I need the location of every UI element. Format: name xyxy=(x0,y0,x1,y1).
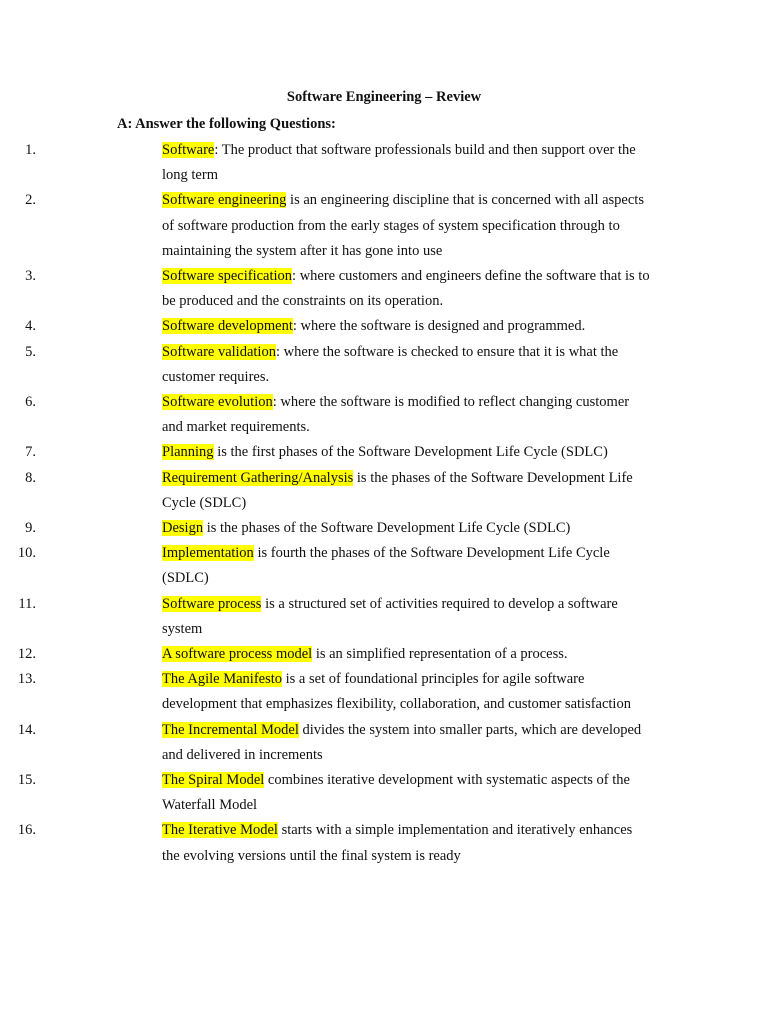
definition-text: is the first phases of the Software Development Life Cycle (SDLC) xyxy=(213,444,608,461)
highlighted-term: Software engineering xyxy=(162,192,287,209)
definition-text: is a set of foundational principles for agile software development that emphasizes flexibility, collaboration, and customer satisfaction xyxy=(162,671,631,713)
definition-text: starts with a simple implementation and iteratively enhances the evolving versions until the final system is ready xyxy=(162,822,633,864)
highlighted-term: The Incremental Model xyxy=(162,721,299,738)
highlighted-term: The Iterative Model xyxy=(162,822,278,839)
list-item-number: 11. xyxy=(18,595,36,612)
highlighted-term: Design xyxy=(162,520,204,537)
highlighted-term: Software xyxy=(162,142,215,158)
list-item-number: 5. xyxy=(25,343,36,360)
list-item-number: 3. xyxy=(25,268,36,285)
list-item xyxy=(0,314,652,339)
list-item xyxy=(0,188,652,264)
list-item xyxy=(0,642,652,667)
definition-text: : where the software is modified to reflect changing customer and market requirements. xyxy=(162,394,630,436)
page-title: Software Engineering – Review xyxy=(286,89,482,105)
definition-text: combines iterative development with systematic aspects of the Waterfall Model xyxy=(162,772,630,814)
highlighted-term: Software specification xyxy=(162,268,293,285)
highlighted-term: Planning xyxy=(162,444,214,461)
list-item-number: 7. xyxy=(25,444,36,461)
list-item xyxy=(0,516,652,541)
highlighted-term: Software development xyxy=(162,318,293,335)
list-item-number: 8. xyxy=(25,469,36,486)
definition-text: is a structured set of activities required to develop a software system xyxy=(162,595,618,637)
list-item xyxy=(0,440,652,465)
list-item-number: 16. xyxy=(17,822,36,839)
highlighted-term: The Spiral Model xyxy=(162,772,265,789)
definition-text: is fourth the phases of the Software Development Life Cycle (SDLC) xyxy=(162,545,610,587)
list-item-number: 12. xyxy=(17,646,36,663)
highlighted-term: The Agile Manifesto xyxy=(162,671,283,688)
list-item-number: 2. xyxy=(25,192,36,209)
highlighted-term: Software evolution xyxy=(162,394,273,411)
definition-text: is an simplified representation of a process. xyxy=(312,646,568,663)
definition-text: : where the software is checked to ensure that it is what the customer requires. xyxy=(162,343,619,385)
definition-text: is the phases of the Software Development Life Cycle (SDLC) xyxy=(162,469,633,511)
list-item xyxy=(0,390,652,440)
definition-text: : where customers and engineers define the software that is to be produced and the constraints on its operation. xyxy=(162,268,650,310)
definition-text: is an engineering discipline that is concerned with all aspects of software production from the early stages of system specification through to maintaining the system after it has gone into use xyxy=(162,192,644,259)
list-item xyxy=(0,264,652,314)
highlighted-term: Software validation xyxy=(162,343,276,360)
highlighted-term: Implementation xyxy=(162,545,254,562)
definition-text: : The product that software professionals build and then support over the long term xyxy=(162,142,636,184)
list-item-number: 15. xyxy=(17,772,36,789)
list-item xyxy=(0,541,652,591)
questions-list xyxy=(0,138,768,869)
definition-text: divides the system into smaller parts, which are developed and delivered in increments xyxy=(162,721,642,763)
highlighted-term: Requirement Gathering/Analysis xyxy=(162,469,354,486)
list-item-number: 6. xyxy=(25,394,36,411)
list-item-number: 9. xyxy=(25,520,36,537)
list-item-number: 4. xyxy=(25,318,36,335)
definition-text: : where the software is designed and programmed. xyxy=(292,318,586,335)
list-item xyxy=(0,818,652,868)
list-item-number: 13. xyxy=(17,671,36,688)
highlighted-term: Software process xyxy=(162,595,262,612)
list-item xyxy=(0,592,652,642)
list-item xyxy=(0,340,652,390)
highlighted-term: A software process model xyxy=(162,646,313,663)
list-item-number: 14. xyxy=(17,721,36,738)
definition-text: is the phases of the Software Development Life Cycle (SDLC) xyxy=(203,520,571,537)
list-item xyxy=(0,667,652,717)
list-item xyxy=(0,768,652,818)
list-item xyxy=(0,466,652,516)
list-item xyxy=(0,138,652,188)
list-item xyxy=(0,718,652,768)
section-heading: A: Answer the following Questions: xyxy=(117,116,336,132)
list-item-number: 1. xyxy=(25,142,36,158)
list-item-number: 10. xyxy=(17,545,36,562)
